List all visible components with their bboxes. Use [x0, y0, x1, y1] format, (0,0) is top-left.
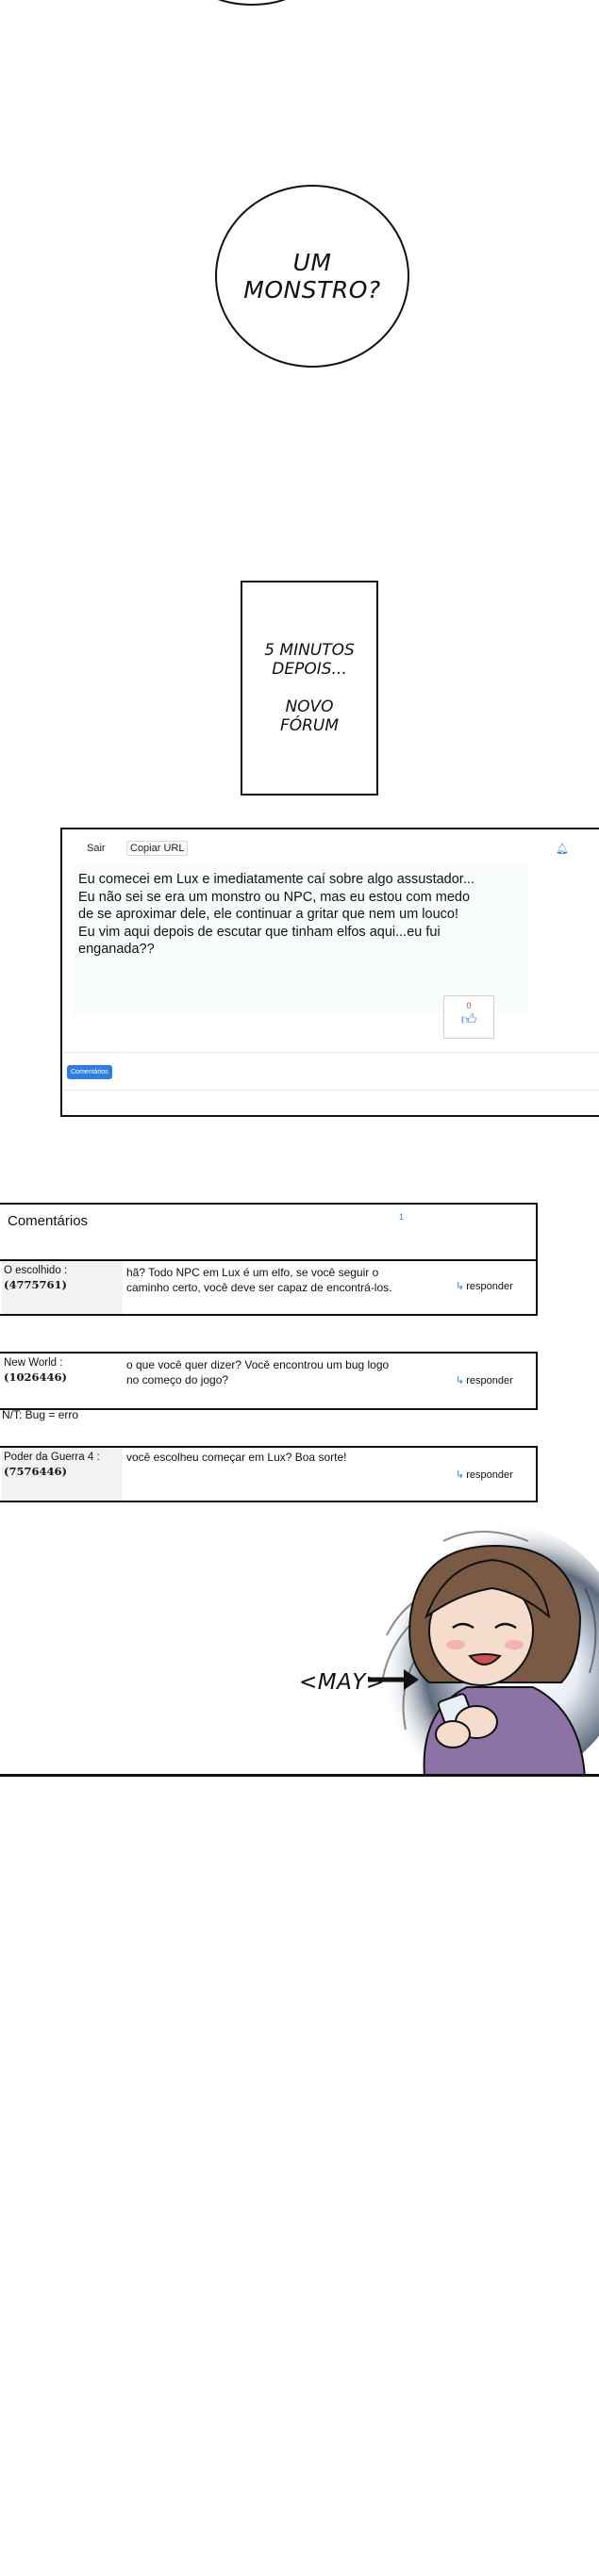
comment-author-block: [2, 1261, 123, 1314]
comment-card: [0, 1259, 538, 1316]
reply-label: responder: [466, 1281, 513, 1292]
hand: [436, 1721, 470, 1747]
like-button[interactable]: [443, 995, 494, 1039]
like-count: 0: [466, 1001, 472, 1010]
comments-header-panel: [0, 1203, 538, 1263]
thumbs-up-icon: 👍︎: [460, 1012, 477, 1028]
comment-author: O escolhido :: [4, 1265, 68, 1276]
comment-text: hã? Todo NPC em Lux é um elfo, se você seguir o caminho certo, você deve ser capaz de encontrá-los.: [126, 1266, 392, 1294]
comment-author-block: [2, 1354, 123, 1408]
speech-bubble: [215, 185, 409, 368]
bell-icon[interactable]: 🔔︎: [556, 844, 569, 855]
character-label: <MAY>: [299, 1670, 385, 1695]
copy-url-button[interactable]: Copiar URL: [126, 841, 188, 856]
comment-author: New World :: [4, 1357, 63, 1369]
panel-border-line: [0, 1774, 599, 1777]
comment-author-id: (4775761): [4, 1278, 67, 1291]
forum-post-text: Eu comecei em Lux e imediatamente caí sobre algo assustador... Eu não sei se era um monstro ou NPC, mas eu estou com medo de se aproximar dele, ele continuar a gritar que nem um louco! Eu vim aqui depois de escutar que tinham elfos aqui...eu fui enganada??: [73, 865, 529, 1016]
divider: [62, 1052, 599, 1053]
comment-author-block: [2, 1448, 123, 1501]
comments-count-badge: 1: [399, 1212, 405, 1222]
caption-box: [241, 581, 378, 796]
comments-button[interactable]: Comentários: [67, 1065, 112, 1079]
caption-text: 5 MINUTOS DEPOIS... NOVO FÓRUM: [264, 641, 355, 735]
reply-label: responder: [466, 1469, 513, 1481]
reply-arrow-icon: ↳: [456, 1469, 465, 1481]
exit-button[interactable]: Sair: [87, 843, 106, 854]
comment-card: [0, 1352, 538, 1410]
reply-button[interactable]: [456, 1374, 513, 1386]
comment-author-id: (1026446): [4, 1370, 67, 1384]
forum-toolbar: [62, 841, 599, 860]
reply-arrow-icon: ↳: [456, 1375, 465, 1386]
comment-text: você escolheu começar em Lux? Boa sorte!: [126, 1451, 347, 1464]
speech-bubble-fragment: [189, 0, 315, 6]
comment-author-id: (7576446): [4, 1465, 67, 1478]
forum-post-panel: [60, 828, 599, 1117]
speech-bubble-text: UM MONSTRO?: [243, 249, 381, 304]
reply-arrow-icon: ↳: [456, 1281, 465, 1292]
divider: [62, 1090, 599, 1091]
comment-card: [0, 1446, 538, 1502]
comments-title: Comentários: [8, 1213, 89, 1229]
comment-author: Poder da Guerra 4 :: [4, 1452, 100, 1463]
translator-note: N/T: Bug = erro: [2, 1408, 79, 1421]
reply-button[interactable]: [456, 1280, 513, 1292]
comment-text: o que você quer dizer? Você encontrou um bug logo no começo do jogo?: [126, 1358, 390, 1386]
reply-button[interactable]: [456, 1468, 513, 1481]
character-illustration: [302, 1503, 599, 1777]
reply-label: responder: [466, 1375, 513, 1386]
